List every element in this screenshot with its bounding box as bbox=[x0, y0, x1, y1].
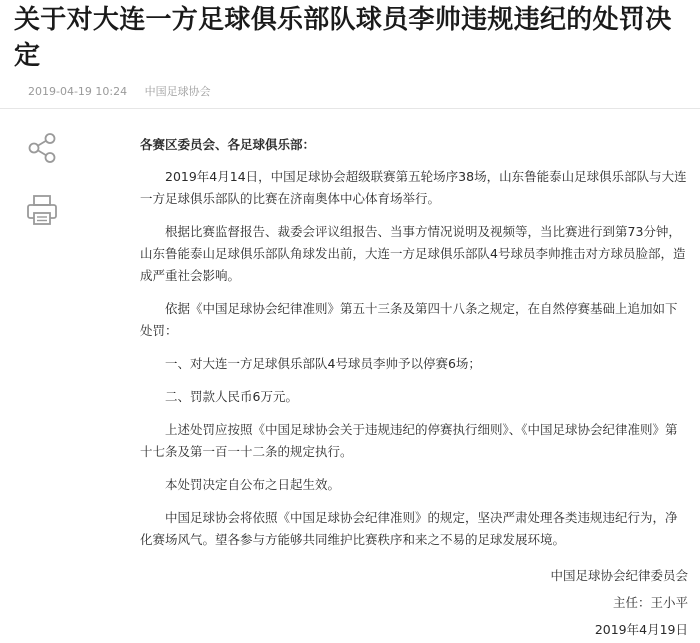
paragraph: 中国足球协会将依照《中国足球协会纪律准则》的规定，坚决严肃处理各类违规违纪行为，净化赛场风气。望各参与方能够共同维护比赛秩序和来之不易的足球发展环境。 bbox=[140, 510, 678, 547]
article-body bbox=[140, 134, 688, 643]
article-title: 关于对大连一方足球俱乐部队球员李帅违规违纪的处罚决定 bbox=[14, 5, 672, 71]
paragraph: 上述处罚应按照《中国足球协会关于违规违纪的停赛执行细则》、《中国足球协会纪律准则》第十七条及第一百一十二条的规定执行。 bbox=[140, 422, 678, 459]
paragraph: 依据《中国足球协会纪律准则》第五十三条及第四十八条之规定，在自然停赛基础上追加如下处罚： bbox=[140, 301, 678, 338]
article-source: 中国足球协会 bbox=[144, 85, 211, 98]
paragraph: 根据比赛监督报告、裁委会评议组报告、当事方情况说明及视频等，当比赛进行到第73分钟，山东鲁能泰山足球俱乐部队角球发出前，大连一方足球俱乐部队4号球员李帅推击对方球员脸部，造成严重社会影响。 bbox=[140, 224, 686, 283]
signature-block bbox=[140, 562, 688, 643]
signature-organization: 中国足球协会纪律委员会 bbox=[550, 568, 688, 583]
print-icon[interactable] bbox=[24, 192, 60, 228]
publish-date: 2019-04-19 10:24 bbox=[28, 85, 128, 98]
paragraph: 二、罚款人民币6万元。 bbox=[165, 389, 298, 404]
signature-date: 2019年4月19日 bbox=[594, 622, 688, 637]
side-toolbar bbox=[24, 130, 60, 254]
header-divider bbox=[0, 108, 700, 109]
paragraph: 本处罚决定自公布之日起生效。 bbox=[165, 477, 341, 492]
article-meta bbox=[28, 83, 211, 99]
salutation: 各赛区委员会、各足球俱乐部： bbox=[140, 137, 316, 152]
paragraph: 2019年4月14日，中国足球协会超级联赛第五轮场序38场，山东鲁能泰山足球俱乐部队与大连一方足球俱乐部队的比赛在济南奥体中心体育场举行。 bbox=[140, 169, 687, 206]
signature-director: 主任：王小平 bbox=[612, 595, 688, 610]
paragraph: 一、对大连一方足球俱乐部队4号球员李帅予以停赛6场； bbox=[165, 356, 481, 371]
share-icon[interactable] bbox=[24, 130, 60, 166]
